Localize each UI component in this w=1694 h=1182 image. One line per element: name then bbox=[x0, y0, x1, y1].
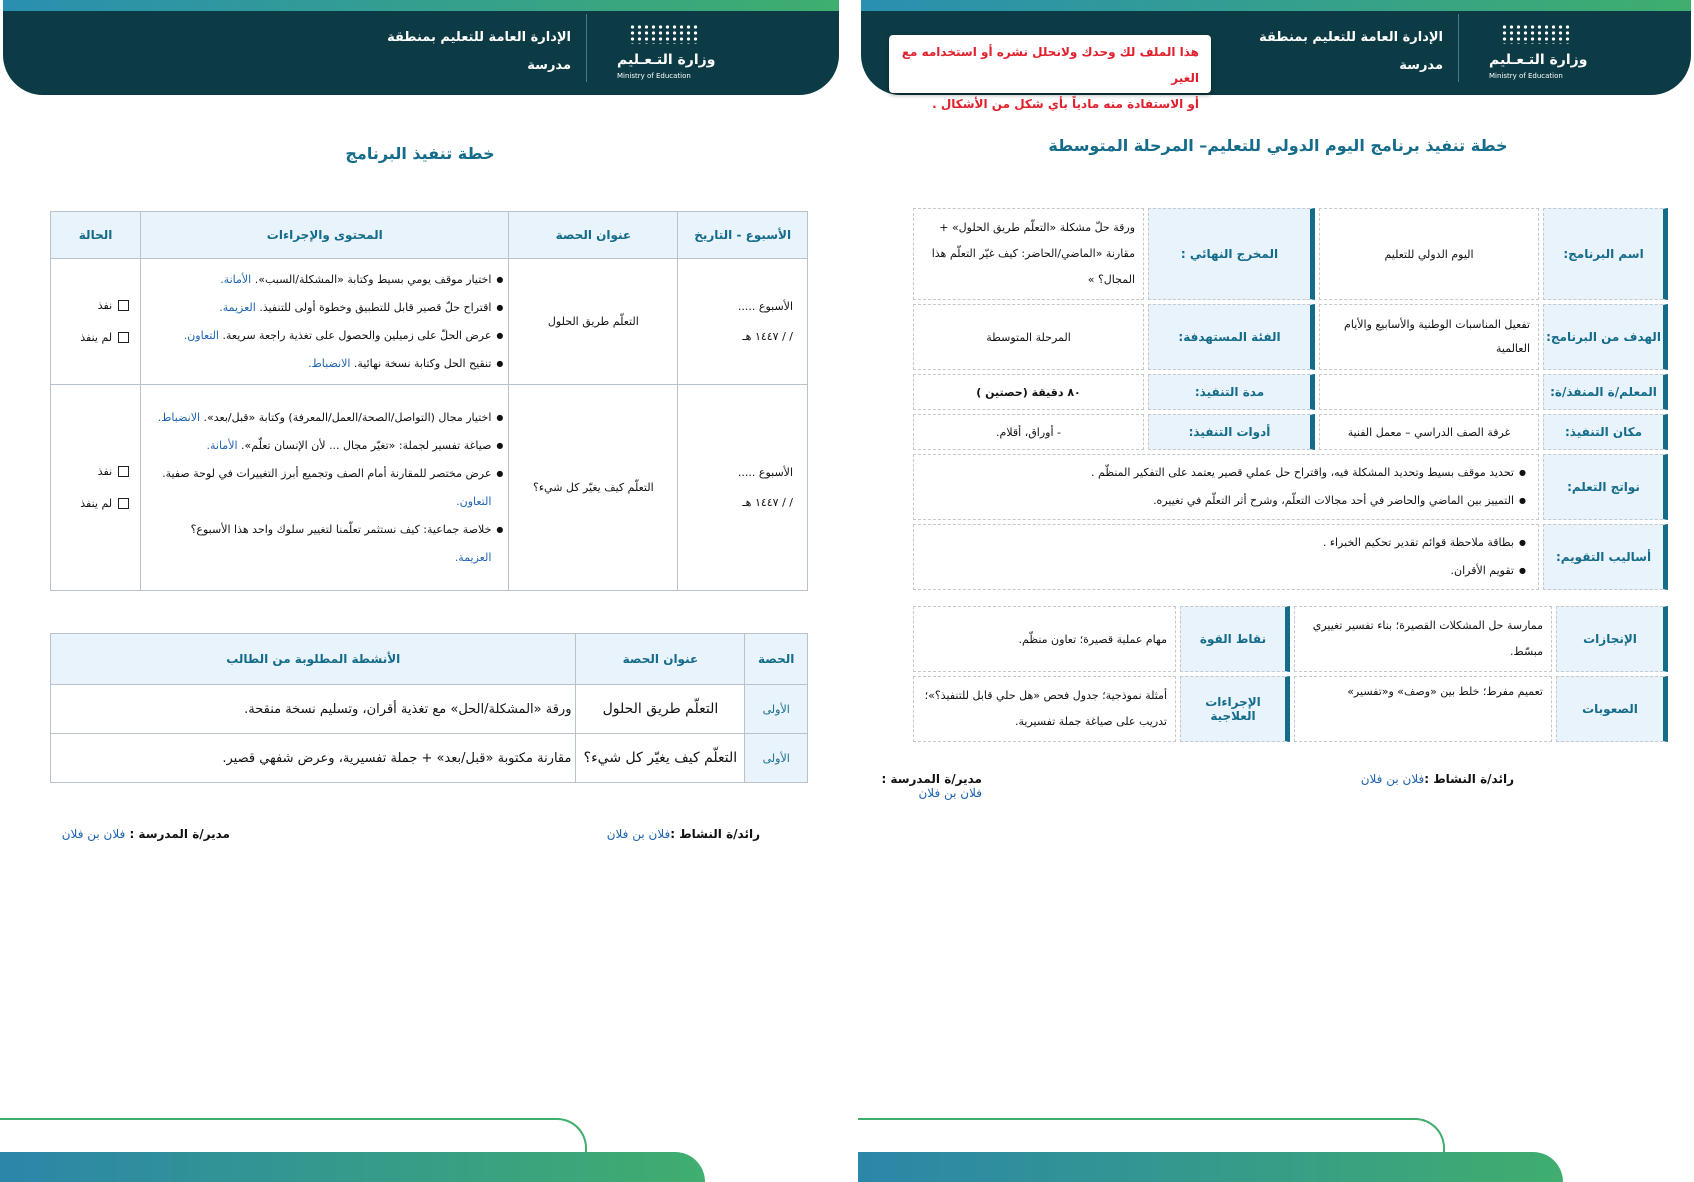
lesson-cell: التعلّم كيف يغيّر كل شيء؟ bbox=[576, 734, 745, 783]
session-cell: الأولى bbox=[745, 685, 808, 734]
value-tag: الأمانة. bbox=[206, 438, 238, 452]
list-item: ● التمييز بين الماضي والحاضر في أحد مجالات التعلّم، وشرح أثر التعلّم في تغييره. bbox=[1091, 487, 1526, 515]
principal-signature: مدير/ة المدرسة : فلان بن فلان bbox=[61, 827, 230, 841]
week-cell bbox=[678, 385, 808, 591]
header-directorate: الإدارة العامة للتعليم بمنطقة bbox=[387, 30, 571, 45]
program-name-value: اليوم الدولي للتعليم bbox=[1319, 208, 1539, 300]
table-row bbox=[51, 734, 808, 783]
teacher-value[interactable] bbox=[1319, 374, 1539, 410]
content-table bbox=[50, 211, 808, 591]
header-top-bar bbox=[861, 0, 1691, 11]
status-done-option[interactable]: نفذ bbox=[52, 290, 139, 322]
list-item: ● اختيار موقف يومي بسيط وكتابة «المشكلة/السبب». الأمانة. bbox=[152, 266, 503, 294]
list-item: ● بطاقة ملاحظة قوائم تقدير تحكيم الخبراء . bbox=[1323, 529, 1526, 557]
audience-label: الفئة المستهدفة: bbox=[1148, 304, 1315, 370]
header-divider bbox=[1458, 14, 1459, 82]
col-lesson-header: عنوان الحصة bbox=[509, 212, 678, 259]
header-school: مدرسة bbox=[527, 58, 571, 73]
procedures-list bbox=[142, 266, 507, 378]
table-row bbox=[51, 385, 808, 591]
assessment-label: أساليب التقويم: bbox=[1543, 524, 1668, 590]
page-title: خطة تنفيذ البرنامج bbox=[345, 144, 495, 163]
outcomes-list bbox=[1081, 459, 1530, 515]
week-text: الأسبوع ..... bbox=[737, 465, 793, 479]
ministry-logo bbox=[1481, 20, 1591, 84]
logo-dots-icon bbox=[1501, 24, 1571, 44]
status-not-done-option[interactable]: لم ينفذ bbox=[52, 322, 139, 354]
goal-label: الهدف من البرنامج: bbox=[1543, 304, 1668, 370]
assessment-list bbox=[1313, 529, 1530, 585]
program-info-grid bbox=[913, 208, 1668, 748]
duration-value: ٨٠ دقيقة (حصتين ) bbox=[913, 374, 1144, 410]
final-output-label: المخرج النهائي : bbox=[1148, 208, 1315, 300]
checkbox-icon[interactable] bbox=[118, 300, 129, 311]
week-cell bbox=[678, 259, 808, 385]
status-done-option[interactable]: نفذ bbox=[52, 456, 139, 488]
value-tag: الانضباط. bbox=[157, 410, 201, 424]
header-divider bbox=[586, 14, 587, 82]
place-label: مكان التنفيذ: bbox=[1543, 414, 1668, 450]
program-name-label: اسم البرنامج: bbox=[1543, 208, 1668, 300]
lesson-title: التعلّم كيف يغيّر كل شيء؟ bbox=[509, 385, 678, 591]
goal-value: تفعيل المناسبات الوطنية والأسابيع والأيام العالمية bbox=[1319, 304, 1539, 370]
value-tag: الأمانة. bbox=[220, 272, 252, 286]
date-text: / / ١٤٤٧ هـ bbox=[742, 495, 793, 509]
list-item: ● عرض مختصر للمقارنة أمام الصف وتجميع أبرز التغييرات في لوحة صفية. التعاون. bbox=[152, 460, 503, 516]
teacher-label: المعلم/ة المنفذ/ة: bbox=[1543, 374, 1668, 410]
assessment-value bbox=[913, 524, 1539, 590]
logo-dots-icon bbox=[629, 24, 699, 44]
col-status-header: الحالة bbox=[51, 212, 141, 259]
header-school: مدرسة bbox=[1399, 58, 1443, 73]
content-cell bbox=[141, 259, 509, 385]
content-cell bbox=[141, 385, 509, 591]
page-footer bbox=[0, 1094, 705, 1182]
list-item: ● عرض الحلّ على زميلين والحصول على تغذية راجعة سريعة. التعاون. bbox=[152, 322, 503, 350]
list-item: ● خلاصة جماعية: كيف نستثمر تعلّمنا لتغيير سلوك واحد هذا الأسبوع؟ العزيمة. bbox=[152, 516, 503, 572]
col-session-header: الحصة bbox=[745, 634, 808, 685]
value-tag: الانضباط. bbox=[308, 356, 351, 370]
activity-cell: مقارنة مكتوبة «قبل/بعد» + جملة تفسيرية، وعرض شفهي قصير. bbox=[51, 734, 576, 783]
strengths-value: مهام عملية قصيرة؛ تعاون منظّم. bbox=[913, 606, 1176, 672]
principal-signature: مدير/ة المدرسة : فلان بن فلان bbox=[881, 772, 982, 800]
lesson-cell: التعلّم طريق الحلول bbox=[576, 685, 745, 734]
col-activities-header: الأنشطة المطلوبة من الطالب bbox=[51, 634, 576, 685]
final-output-value: ورقة حلّ مشكلة «التعلّم طريق الحلول» + مقارنة «الماضي/الحاضر: كيف غيّر التعلّم هذا المجال؟ » bbox=[913, 208, 1144, 300]
activity-leader-signature: رائد/ة النشاط :فلان بن فلان bbox=[606, 827, 760, 841]
tools-label: أدوات التنفيذ: bbox=[1148, 414, 1315, 450]
table-row bbox=[51, 685, 808, 734]
table-row bbox=[51, 259, 808, 385]
value-tag: التعاون. bbox=[456, 494, 492, 508]
difficulties-label: الصعوبات bbox=[1556, 676, 1668, 742]
audience-value: المرحلة المتوسطة bbox=[913, 304, 1144, 370]
page-header bbox=[3, 0, 839, 95]
status-not-done-option[interactable]: لم ينفذ bbox=[52, 488, 139, 520]
value-tag: العزيمة. bbox=[454, 550, 492, 564]
checkbox-icon[interactable] bbox=[118, 498, 129, 509]
procedures-list bbox=[142, 404, 507, 572]
list-item: ● تحديد موقف بسيط وتحديد المشكلة فيه، واقتراح حل عملي قصير يعتمد على التفكير المنظّم . bbox=[1091, 459, 1526, 487]
page-header bbox=[861, 0, 1691, 111]
activity-leader-signature: رائد/ة النشاط :فلان بن فلان bbox=[1360, 772, 1514, 786]
list-item: ● اقتراح حلّ قصير قابل للتطبيق وخطوة أولى للتنفيذ. العزيمة. bbox=[152, 294, 503, 322]
tools-value: - أوراق، أقلام. bbox=[913, 414, 1144, 450]
date-text: / / ١٤٤٧ هـ bbox=[742, 329, 793, 343]
value-tag: التعاون. bbox=[183, 328, 219, 342]
week-text: الأسبوع ..... bbox=[737, 299, 793, 313]
difficulties-value: تعميم مفرط؛ خلط بين «وصف» و«تفسير» bbox=[1294, 676, 1552, 742]
strengths-label: نقاط القوة bbox=[1180, 606, 1290, 672]
place-value: غرفة الصف الدراسي – معمل الفنية bbox=[1319, 414, 1539, 450]
list-item: ● تنقيح الحل وكتابة نسخة نهائية. الانضباط. bbox=[152, 350, 503, 378]
activity-cell: ورقة «المشكلة/الحل» مع تغذية أقران، وتسليم نسخة منقحة. bbox=[51, 685, 576, 734]
session-cell: الأولى bbox=[745, 734, 808, 783]
outcomes-value bbox=[913, 454, 1539, 520]
value-tag: العزيمة. bbox=[219, 300, 256, 314]
list-item: ● تقويم الأقران. bbox=[1323, 557, 1526, 585]
right-page bbox=[858, 0, 1694, 1182]
duration-label: مدة التنفيذ: bbox=[1148, 374, 1315, 410]
list-item: ● اختيار مجال (التواصل/الصحة/العمل/المعرفة) وكتابة «قبل/بعد». الانضباط. bbox=[152, 404, 503, 432]
logo-english-text: Ministry of Education bbox=[617, 72, 691, 80]
logo-arabic-text: وزارة التـعـليم bbox=[617, 52, 716, 68]
list-item: ● صياغة تفسير لجملة: «تغيّر مجال ... لأن الإنسان تعلّم». الأمانة. bbox=[152, 432, 503, 460]
page-title: خطة تنفيذ برنامج اليوم الدولي للتعليم– المرحلة المتوسطة bbox=[1048, 136, 1508, 155]
left-page bbox=[0, 0, 842, 1182]
col-content-header: المحتوى والإجراءات bbox=[141, 212, 509, 259]
achievements-label: الإنجازات bbox=[1556, 606, 1668, 672]
footer-band bbox=[0, 1152, 705, 1182]
copyright-notice: هذا الملف لك وحدك ولانحلل نشره أو استخدامه مع الغير أو الاستفادة منه مادياً بأي شكل من الأشكال . bbox=[889, 35, 1211, 93]
header-top-bar bbox=[3, 0, 839, 11]
status-cell bbox=[51, 385, 141, 591]
outcomes-label: نواتج التعلم: bbox=[1543, 454, 1668, 520]
page-footer bbox=[858, 1094, 1563, 1182]
logo-arabic-text: وزارة التـعـليم bbox=[1489, 52, 1588, 68]
header-directorate: الإدارة العامة للتعليم بمنطقة bbox=[1259, 30, 1443, 45]
remedial-label: الإجراءات العلاجية bbox=[1180, 676, 1290, 742]
footer-band bbox=[858, 1152, 1563, 1182]
ministry-logo bbox=[609, 20, 719, 84]
activities-table bbox=[50, 633, 808, 783]
status-cell bbox=[51, 259, 141, 385]
logo-english-text: Ministry of Education bbox=[1489, 72, 1563, 80]
remedial-value: أمثلة نموذجية؛ جدول فحص «هل حلي قابل للتنفيذ؟»؛ تدريب على صياغة جملة تفسيرية. bbox=[913, 676, 1176, 742]
col-lesson-header: عنوان الحصة bbox=[576, 634, 745, 685]
checkbox-icon[interactable] bbox=[118, 466, 129, 477]
checkbox-icon[interactable] bbox=[118, 332, 129, 343]
achievements-value: ممارسة حل المشكلات القصيرة؛ بناء تفسير تغييري مبسّط. bbox=[1294, 606, 1552, 672]
lesson-title: التعلّم طريق الحلول bbox=[509, 259, 678, 385]
col-week-header: الأسبوع - التاريخ bbox=[678, 212, 808, 259]
